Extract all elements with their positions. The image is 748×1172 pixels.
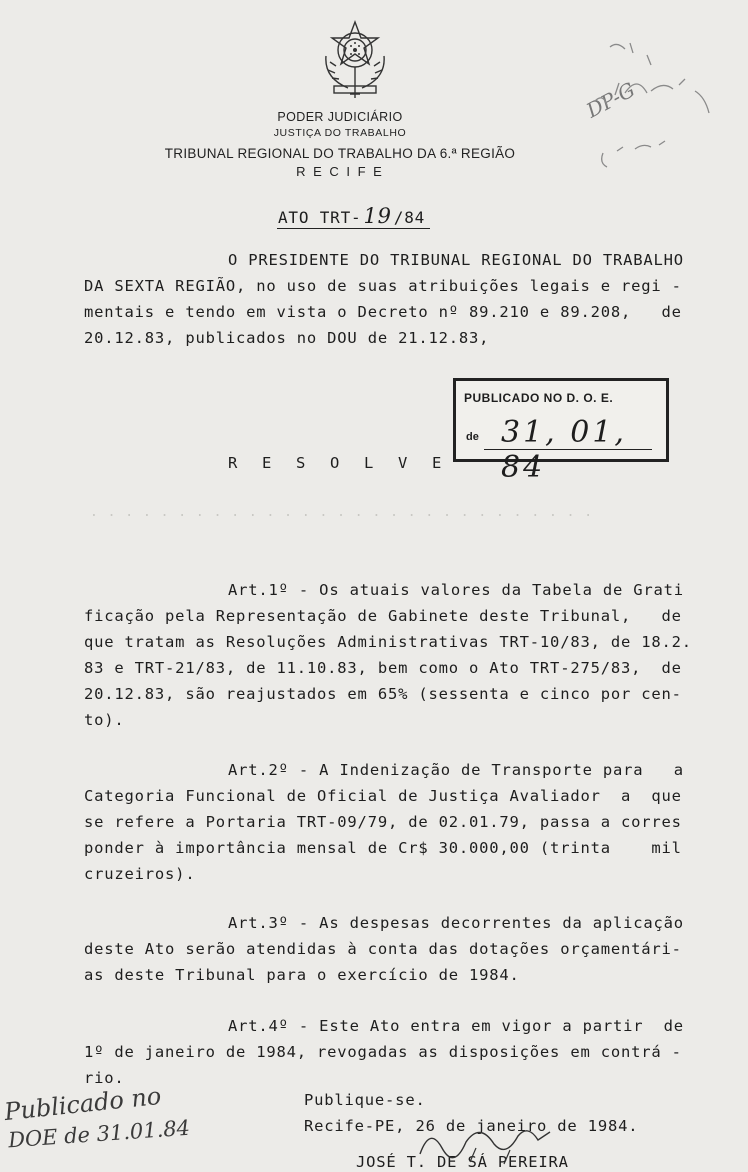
article-1-line-4: 83 e TRT-21/83, de 11.10.83, bem como o Ato TRT-275/83, de (84, 659, 682, 677)
article-2-line-4: ponder à importância mensal de Cr$ 30.000,00 (trinta mil (84, 839, 682, 857)
handwritten-margin-note-line-1: Publicado no (2, 1081, 163, 1127)
article-1-line-6: to). (84, 711, 125, 729)
article-2-line-1: Art.2º - A Indenização de Transporte para a (228, 761, 684, 779)
signer-name: JOSÉ T. DE SÁ PEREIRA (356, 1153, 569, 1171)
bleed-through-text: . . . . . . . . . . . . . . . . . . . . . . . . . . . . . (90, 505, 594, 520)
article-2-line-3: se refere a Portaria TRT-09/79, de 02.01.79, passa a corres (84, 813, 682, 831)
preamble-line-4: 20.12.83, publicados no DOU de 21.12.83, (84, 329, 490, 347)
article-3-line-2: deste Ato serão atendidas à conta das dotações orçamentári- (84, 940, 682, 958)
publication-stamp (453, 378, 669, 485)
article-1-line-1: Art.1º - Os atuais valores da Tabela de Grati (228, 581, 684, 599)
place-and-date: Recife-PE, 26 de janeiro de 1984. (304, 1117, 639, 1135)
article-4-line-1: Art.4º - Este Ato entra em vigor a partir de (228, 1017, 684, 1035)
brazil-coat-of-arms-emblem (312, 16, 398, 102)
stamp-date-line (484, 449, 652, 450)
stamp-label: PUBLICADO NO D. O. E. (464, 391, 614, 405)
preamble-line-2 (84, 276, 685, 296)
publique-se: Publique-se. (304, 1091, 426, 1109)
preamble-line-2-text: DA SEXTA REGIÃO, no uso de suas atribuições legais e regi - (84, 277, 682, 295)
handwritten-margin-note-line-2: DOE de 31.01.84 (7, 1115, 191, 1153)
preamble-line-3: mentais e tendo em vista o Decreto nº 89.210 e 89.208, de (84, 303, 682, 321)
article-3-line-3: as deste Tribunal para o exercício de 1984. (84, 966, 520, 984)
header-line-tribunal: TRIBUNAL REGIONAL DO TRABALHO DA 6.ª REGIÃO (164, 146, 516, 161)
act-title-year: /84 (393, 208, 426, 227)
article-3-line-1: Art.3º - As despesas decorrentes da aplicação (228, 914, 684, 932)
article-2-line-5: cruzeiros). (84, 865, 196, 883)
article-4-line-3: rio. (84, 1069, 125, 1087)
act-title-prefix: ATO TRT- (278, 208, 362, 227)
article-1-line-3: que tratam as Resoluções Administrativas TRT-10/83, de 18.2. (84, 633, 692, 651)
handwritten-signature (410, 1118, 560, 1166)
header-line-labor-justice: JUSTIÇA DO TRABALHO (273, 127, 407, 139)
article-4-line-2: 1º de janeiro de 1984, revogadas as disposições em contrá - (84, 1043, 682, 1061)
article-1-line-2: ficação pela Representação de Gabinete deste Tribunal, de (84, 607, 682, 625)
stamp-date-prefix: de (466, 431, 479, 443)
header-line-city: R E C I F E (296, 164, 384, 179)
header-line-judiciary: PODER JUDICIÁRIO (277, 110, 403, 124)
act-title-underline (277, 228, 430, 229)
article-1-line-5: 20.12.83, são reajustados em 65% (sessenta e cinco por cen- (84, 685, 682, 703)
act-number-handwritten: 19 (363, 204, 392, 228)
handwritten-corner-scribble (555, 35, 725, 185)
resolve-heading: R E S O L V E (228, 454, 444, 472)
stamp-date-handwritten: 31, 01, 84 (501, 415, 627, 485)
act-title (278, 206, 425, 228)
handwritten-corner-note: DP-G (582, 77, 639, 123)
preamble-line-1: O PRESIDENTE DO TRIBUNAL REGIONAL DO TRABALHO (228, 251, 684, 269)
article-2-line-2: Categoria Funcional de Oficial de Justiça Avaliador a que (84, 787, 682, 805)
